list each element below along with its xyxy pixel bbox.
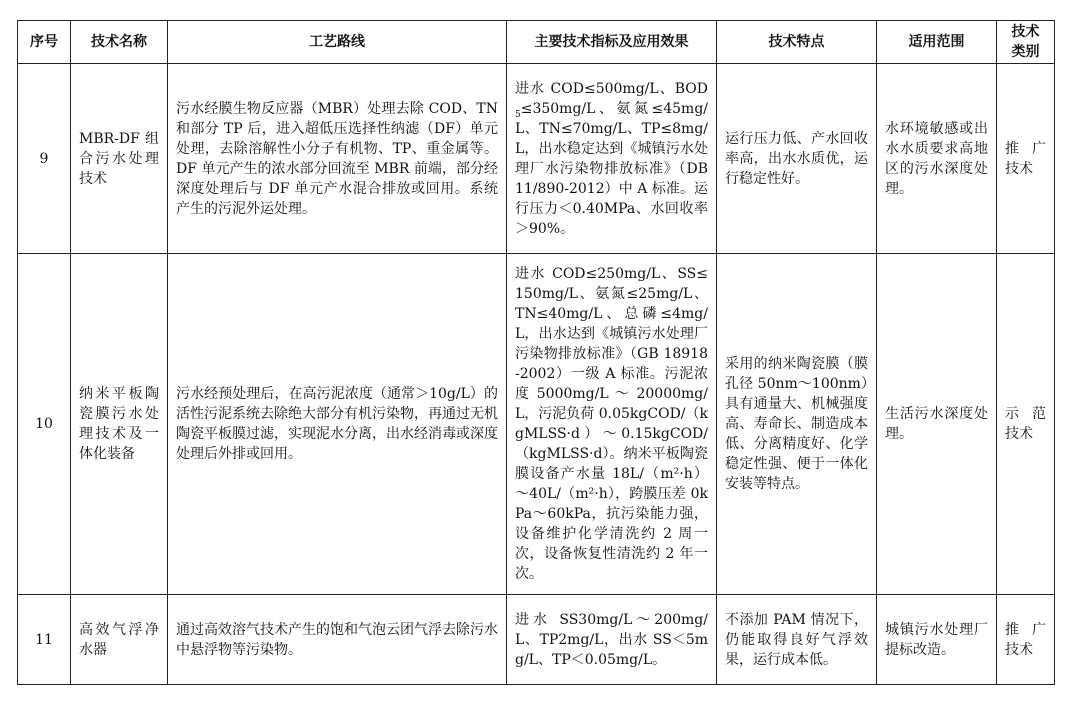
header-category: 技术类别 <box>997 21 1055 64</box>
row-scope: 城镇污水处理厂提标改造。 <box>877 595 997 685</box>
row-route: 通过高效溶气技术产生的饱和气泡云团气浮去除污水中悬浮物等污染物。 <box>168 595 507 685</box>
header-no: 序号 <box>18 21 71 64</box>
table-row <box>18 64 1055 254</box>
row-indicators: 进水 COD≤250mg/L、SS≤150mg/L、氨氮≤25mg/L、TN≤40mg/L、总磷≤4mg/L，出水达到《城镇污水处理厂污染物排放标准》（GB 18918-2002）一级 A 标准。污泥浓度 5000mg/L ～ 20000mg/L，污泥负荷 0.05kgCOD/（kgMLSS·d）～0.15kgCOD/（kgMLSS·d）。纳米平板陶瓷膜设备产水量 18L/（m²·h）～40L/（m²·h），跨膜压差 0kPa～60kPa，抗污染能力强，设备维护化学清洗约 2 周一次，设备恢复性清洗约 2 年一次。 <box>507 254 717 595</box>
row-route: 污水经膜生物反应器（MBR）处理去除 COD、TN 和部分 TP 后，进入超低压选择性纳滤（DF）单元处理，去除溶解性小分子有机物、TP、重金属等。DF 单元产生的浓水部分回流至 MBR 前端，部分经深度处理后与 DF 单元产水混合排放或回用。系统产生的污泥外运处理。 <box>168 64 507 254</box>
row-name: 高效气浮净水器 <box>71 595 168 685</box>
row-scope: 水环境敏感或出水水质要求高地区的污水深度处理。 <box>877 64 997 254</box>
row-no: 10 <box>18 254 71 595</box>
row-features: 不添加 PAM 情况下，仍能取得良好气浮效果，运行成本低。 <box>717 595 877 685</box>
row-no: 9 <box>18 64 71 254</box>
header-route: 工艺路线 <box>168 21 507 64</box>
header-indicators: 主要技术指标及应用效果 <box>507 21 717 64</box>
indicators-subscript: 5 <box>515 109 521 120</box>
row-indicators: 进水 SS30mg/L～200mg/L、TP2mg/L，出水 SS＜5mg/L、TP＜0.05mg/L。 <box>507 595 717 685</box>
row-scope: 生活污水深度处理。 <box>877 254 997 595</box>
header-name: 技术名称 <box>71 21 168 64</box>
row-name: MBR-DF 组合污水处理技术 <box>71 64 168 254</box>
header-scope: 适用范围 <box>877 21 997 64</box>
table-row <box>18 595 1055 685</box>
row-name: 纳米平板陶瓷膜污水处理技术及一体化装备 <box>71 254 168 595</box>
row-route: 污水经预处理后，在高污泥浓度（通常＞10g/L）的活性污泥系统去除绝大部分有机污染物，再通过无机陶瓷平板膜过滤，实现泥水分离，出水经消毒或深度处理后外排或回用。 <box>168 254 507 595</box>
technology-table <box>17 20 1055 685</box>
row-indicators <box>507 64 717 254</box>
indicators-text-b: ≤350mg/L、氨氮≤45mg/L、TN≤70mg/L、TP≤8mg/L，出水稳定达到《城镇污水处理厂水污染物排放标准》（DB 11/890-2012）中 A 标准。运行压力＜0.40MPa、水回收率＞90%。 <box>515 100 708 237</box>
table-row <box>18 254 1055 595</box>
indicators-text-a: 进水 COD≤500mg/L、BOD <box>515 80 708 97</box>
row-category: 示范技术 <box>997 254 1055 595</box>
row-features: 运行压力低、产水回收率高，出水水质优，运行稳定性好。 <box>717 64 877 254</box>
header-row <box>18 21 1055 64</box>
header-features: 技术特点 <box>717 21 877 64</box>
row-category: 推广技术 <box>997 595 1055 685</box>
row-no: 11 <box>18 595 71 685</box>
row-features: 采用的纳米陶瓷膜（膜孔径 50nm～100nm）具有通量大、机械强度高、寿命长、制造成本低、分离精度好、化学稳定性强、便于一体化安装等特点。 <box>717 254 877 595</box>
row-category: 推广技术 <box>997 64 1055 254</box>
